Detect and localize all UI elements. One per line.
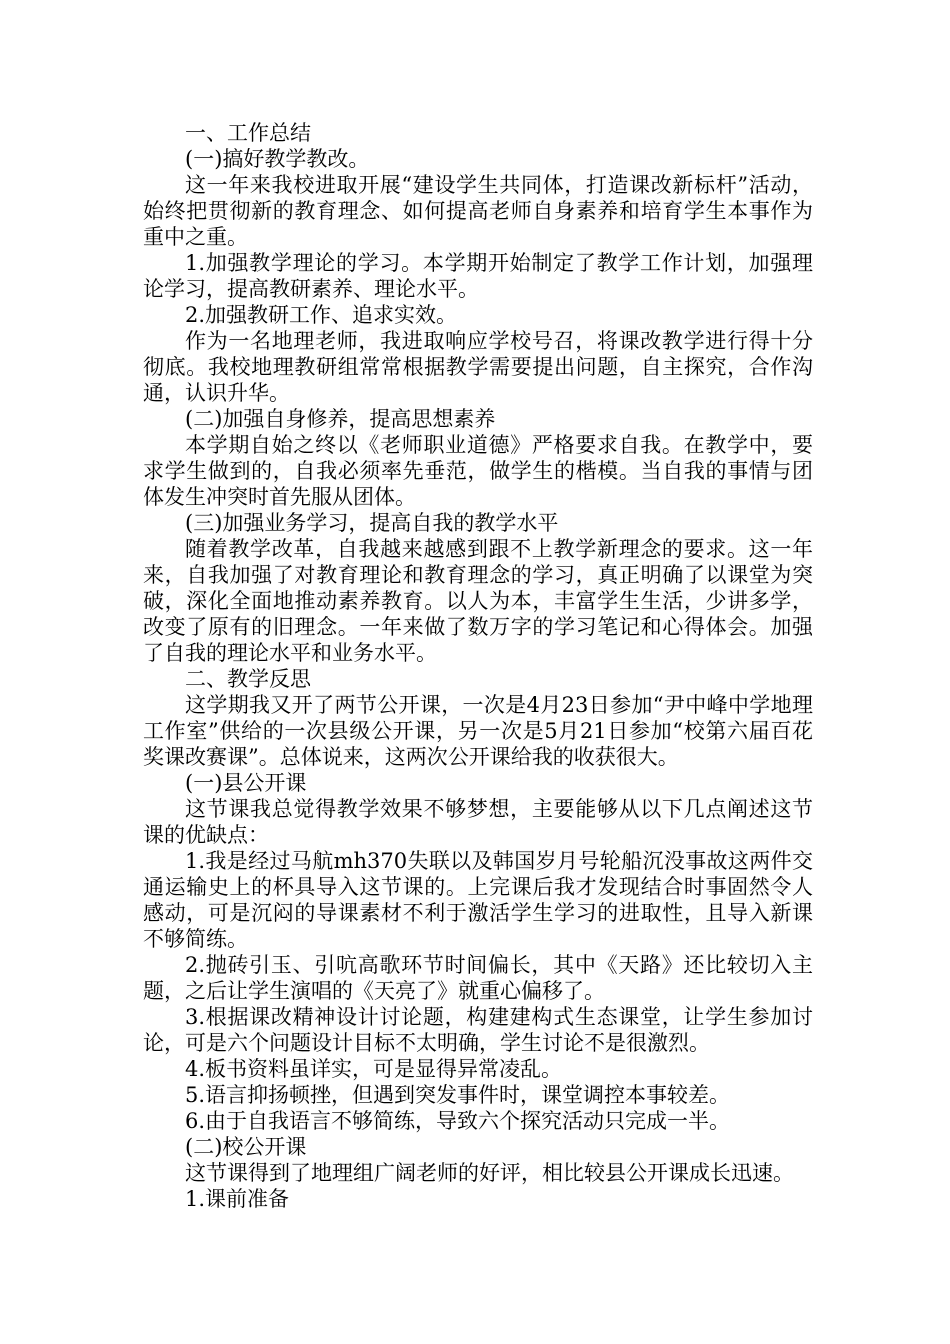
section-heading: 一、工作总结	[185, 121, 311, 145]
subsection-heading: (三)加强业务学习，提高自我的教学水平	[185, 511, 559, 535]
paragraph: 5.语言抑扬顿挫，但遇到突发事件时，课堂调控本事较差。	[185, 1083, 731, 1107]
subsection-heading: (一)县公开课	[185, 771, 307, 795]
paragraph: 1.加强教学理论的学习。本学期开始制定了教学工作计划，加强理论学习，提高教研素养、理论水平。	[143, 251, 813, 301]
paragraph: 3.根据课改精神设计讨论题，构建建构式生态课堂，让学生参加讨论，可是六个问题设计目标不太明确，学生讨论不是很激烈。	[143, 1005, 813, 1055]
paragraph: 4.板书资料虽详实，可是显得异常凌乱。	[185, 1057, 563, 1081]
paragraph: 1.课前准备	[185, 1187, 290, 1211]
paragraph: 本学期自始之终以《老师职业道德》严格要求自我。在教学中，要求学生做到的，自我必须率先垂范，做学生的楷模。当自我的事情与团体发生冲突时首先服从团体。	[143, 433, 813, 509]
paragraph: 这节课得到了地理组广阔老师的好评，相比较县公开课成长迅速。	[185, 1161, 794, 1185]
paragraph: 6.由于自我语言不够简练，导致六个探究活动只完成一半。	[185, 1109, 731, 1133]
subsection-heading: (一)搞好教学教改。	[185, 147, 370, 171]
paragraph: 这一年来我校进取开展“建设学生共同体，打造课改新标杆”活动，始终把贯彻新的教育理念、如何提高老师自身素养和培育学生本事作为重中之重。	[143, 173, 813, 249]
paragraph: 2.抛砖引玉、引吭高歌环节时间偏长，其中《天路》还比较切入主题，之后让学生演唱的《天亮了》就重心偏移了。	[143, 953, 813, 1003]
section-heading: 二、教学反思	[185, 667, 311, 691]
paragraph: 这节课我总觉得教学效果不够梦想，主要能够从以下几点阐述这节课的优缺点：	[143, 797, 813, 847]
paragraph: 随着教学改革，自我越来越感到跟不上教学新理念的要求。这一年来，自我加强了对教育理论和教育理念的学习，真正明确了以课堂为突破，深化全面地推动素养教育。以人为本，丰富学生生活，少讲多学，改变了原有的旧理念。一年来做了数万字的学习笔记和心得体会。加强了自我的理论水平和业务水平。	[143, 537, 813, 665]
paragraph: 1.我是经过马航mh370失联以及韩国岁月号轮船沉没事故这两件交通运输史上的杯具导入这节课的。上完课后我才发现结合时事固然令人感动，可是沉闷的导课素材不利于激活学生学习的进取性，且导入新课不够简练。	[143, 849, 813, 951]
document-body	[143, 120, 813, 1212]
subsection-heading: (二)校公开课	[185, 1135, 307, 1159]
paragraph: 这学期我又开了两节公开课，一次是4月23日参加“尹中峰中学地理工作室”供给的一次县级公开课，另一次是5月21日参加“校第六届百花奖课改赛课”。总体说来，这两次公开课给我的收获很大。	[143, 693, 813, 769]
paragraph: 2.加强教研工作、追求实效。	[185, 303, 458, 327]
paragraph: 作为一名地理老师，我进取响应学校号召，将课改教学进行得十分彻底。我校地理教研组常常根据教学需要提出问题，自主探究，合作沟通，认识升华。	[143, 329, 813, 405]
subsection-heading: (二)加强自身修养，提高思想素养	[185, 407, 496, 431]
